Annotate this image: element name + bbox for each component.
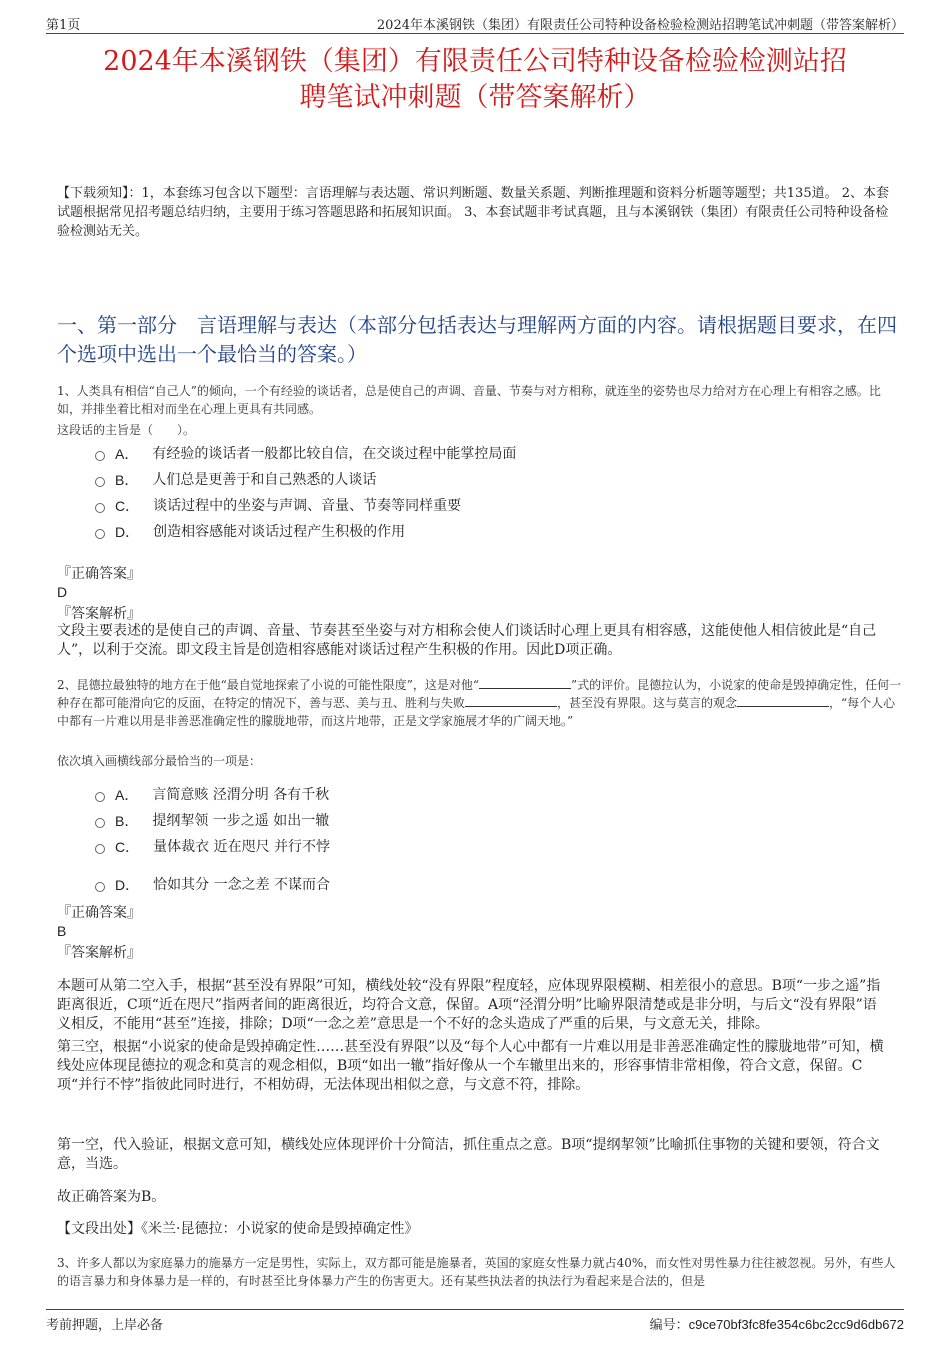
- title-line-2: 聘笔试冲刺题（带答案解析）: [299, 82, 651, 113]
- q1-option-c[interactable]: [95, 496, 461, 516]
- option-letter: C．: [115, 839, 140, 855]
- q2-stem: [57, 676, 902, 730]
- footer-code: [650, 1314, 904, 1333]
- header-divider: [46, 33, 904, 34]
- q2-option-d[interactable]: [95, 875, 330, 895]
- q2-ask: 依次填入画横线部分最恰当的一项是：: [57, 754, 262, 768]
- radio-icon[interactable]: [95, 818, 105, 828]
- radio-icon[interactable]: [95, 477, 105, 487]
- download-notice: 【下载须知】：1，本套练习包含以下题型：言语理解与表达题、常识判断题、数量关系题、判断推理题和资料分析题等题型；共135道。 2、本套试题根据常见招考题总结归纳，主要用于练习答题思路和拓展知识面。 3、本套试题非考试真题，且与本溪钢铁（集团）有限责任公司特种设备检验检测站无关。: [57, 186, 889, 239]
- option-letter: B．: [115, 472, 139, 488]
- q1-option-b[interactable]: [95, 470, 376, 490]
- option-text: 谈话过程中的坐姿与声调、音量、节奏等同样重要: [153, 498, 462, 514]
- option-letter: A．: [115, 787, 139, 803]
- q2-answer-label: 『正确答案』: [57, 905, 141, 921]
- fill-blank: [737, 694, 829, 707]
- option-text: 言简意赅 泾渭分明 各有千秋: [152, 787, 330, 803]
- q2-analysis-p4: 故正确答案为B。: [57, 1189, 166, 1205]
- option-letter: C．: [115, 498, 140, 514]
- page-number: 第1页: [46, 18, 81, 33]
- fill-blank: [479, 676, 571, 689]
- q2-stem-part: ，甚至没有界限。这与莫言的观念: [557, 696, 738, 710]
- q2-stem-part: ”式的评价。昆德拉认为，小说家的使命是毁掉确定性，任何一种存在都可能滑向它的反面，在特定的情况下，善与恶、美与丑、胜利与失败: [57, 678, 902, 710]
- radio-icon[interactable]: [95, 844, 105, 854]
- option-letter: D．: [115, 524, 140, 540]
- q2-source: 【文段出处】《米兰·昆德拉：小说家的使命是毁掉确定性》: [57, 1221, 419, 1237]
- code-value: c9ce70bf3fc8fe354c6bc2cc9d6db672: [688, 1317, 904, 1332]
- q3-stem: 3、许多人都以为家庭暴力的施暴方一定是男性，实际上，双方都可能是施暴者，英国的家庭女性暴力就占40%，而女性对男性暴力往往被忽视。另外，有些人的语言暴力和身体暴力是一样的，有时甚至比身体暴力产生的伤害更大。还有某些执法者的执法行为看起来是合法的，但是: [57, 1256, 896, 1288]
- q2-option-a[interactable]: [95, 785, 329, 805]
- option-letter: B．: [115, 813, 139, 829]
- option-text: 恰如其分 一念之差 不谋而合: [153, 877, 331, 893]
- option-text: 创造相容感能对谈话过程产生积极的作用: [153, 524, 406, 540]
- fill-blank: [465, 694, 557, 707]
- q2-analysis-p2: 第三空，根据“小说家的使命是毁掉确定性……甚至没有界限”以及“每个人心中都有一片难以用是非善恶准确定性的朦胧地带”可知，横线处应体现昆德拉的观念和莫言的观念相似，B项“如出一辙”指好像从一个车辙里出来的，形容事情非常相像，符合文意，保留。C项“并行不悖”指彼此同时进行，不相妨碍，无法体现出相似之意，与文意不符，排除。: [57, 1039, 884, 1093]
- q2-answer: B: [57, 923, 67, 939]
- footer-slogan: 考前押题，上岸必备: [46, 1318, 164, 1333]
- page-title: [50, 44, 900, 116]
- q2-analysis-p1: 本题可从第二空入手，根据“甚至没有界限”可知，横线处较“没有界限”程度轻，应体现界限模糊、相差很小的意思。B项“一步之遥”指距离很近，C项“近在咫尺”指两者间的距离很近，均符合文意，保留。A项“泾渭分明”比喻界限清楚或是非分明，与后文“没有界限”语义相反，不能用“甚至”连接，排除；D项“一念之差”意思是一个不好的念头造成了严重的后果，与文意无关，排除。: [57, 978, 881, 1032]
- title-line-1: 2024年本溪钢铁（集团）有限责任公司特种设备检验检测站招: [103, 46, 847, 77]
- code-label: 编号：: [649, 1318, 689, 1333]
- q1-answer-label: 『正确答案』: [57, 566, 141, 582]
- header-doc-title: 2024年本溪钢铁（集团）有限责任公司特种设备检验检测站招聘笔试冲刺题（带答案解析）: [376, 18, 904, 33]
- radio-icon[interactable]: [95, 451, 105, 461]
- q2-stem-part: ，“每个人心中都有一片难以用是非善恶准确定性的朦胧地带，而这片地带，正是文学家施展才华的广阔天地。”: [57, 696, 896, 728]
- option-text: 人们总是更善于和自己熟悉的人谈话: [152, 472, 377, 488]
- radio-icon[interactable]: [95, 882, 105, 892]
- option-text: 提纲挈领 一步之遥 如出一辙: [152, 813, 330, 829]
- option-text: 量体裁衣 近在咫尺 并行不悖: [153, 839, 331, 855]
- q1-stem: 1、人类具有相信“自己人”的倾向，一个有经验的谈话者，总是使自己的声调、音量、节奏与对方相称，就连坐的姿势也尽力给对方在心理上有相容之感。比如，并排坐着比相对而坐在心理上更具有共同感。: [57, 384, 881, 416]
- option-letter: A．: [115, 446, 139, 462]
- section-title: 一、第一部分 言语理解与表达（本部分包括表达与理解两方面的内容。请根据题目要求，在四个选项中选出一个最恰当的答案。）: [57, 313, 897, 366]
- q1-analysis: 文段主要表述的是使自己的声调、音量、节奏甚至坐姿与对方相称会使人们谈话时心理上更具有相容感，这能使他人相信彼此是“自己人”，以利于交流。即文段主旨是创造相容感能对谈话过程产生积极的作用。因此D项正确。: [57, 623, 877, 658]
- q2-option-c[interactable]: [95, 837, 330, 857]
- radio-icon[interactable]: [95, 529, 105, 539]
- q1-analysis-label: 『答案解析』: [57, 606, 141, 622]
- radio-icon[interactable]: [95, 792, 105, 802]
- q2-analysis-p3: 第一空，代入验证，根据文意可知，横线处应体现评价十分简洁，抓住重点之意。B项“提纲挈领”比喻抓住事物的关键和要领，符合文意，当选。: [57, 1137, 880, 1172]
- q1-ask: 这段话的主旨是（ ）。: [57, 423, 196, 437]
- radio-icon[interactable]: [95, 503, 105, 513]
- q1-option-d[interactable]: [95, 522, 405, 542]
- option-letter: D．: [115, 877, 140, 893]
- q2-analysis-label: 『答案解析』: [57, 945, 141, 961]
- q1-option-a[interactable]: [95, 444, 516, 464]
- q2-stem-part: 2、昆德拉最独特的地方在于他“最自觉地探索了小说的可能性限度”，这是对他“: [57, 678, 480, 692]
- q1-answer: D: [57, 584, 68, 600]
- option-text: 有经验的谈话者一般都比较自信，在交谈过程中能掌控局面: [152, 446, 517, 462]
- q2-option-b[interactable]: [95, 811, 329, 831]
- footer-divider: [46, 1309, 904, 1310]
